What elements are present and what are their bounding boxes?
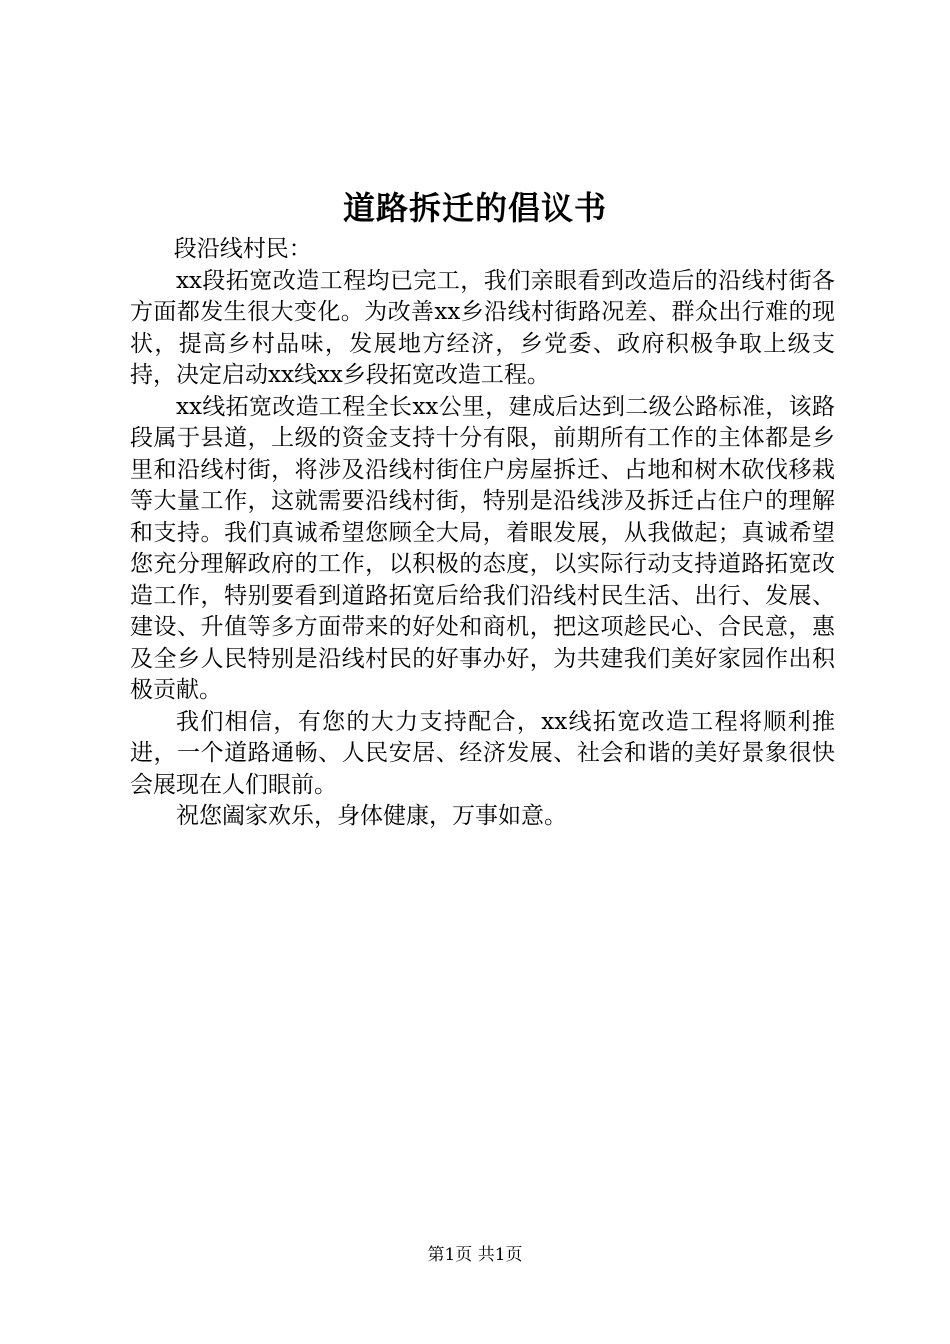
paragraph-3: 我们相信，有您的大力支持配合，xx线拓宽改造工程将顺利推进，一个道路通畅、人民安居、经济发展、社会和谐的美好景象很快会展现在人们眼前。: [130, 708, 835, 798]
document-body: [130, 234, 835, 833]
closing-wishes: 祝您阖家欢乐，身体健康，万事如意。: [176, 803, 567, 829]
paragraph-2: xx线拓宽改造工程全长xx公里，建成后达到二级公路标准，该路段属于县道，上级的资金支持十分有限，前期所有工作的主体都是乡里和沿线村街，将涉及沿线村街住户房屋拆迁、占地和树木砍伐移栽等大量工作，这就需要沿线村街，特别是沿线涉及拆迁占住户的理解和支持。我们真诚希望您顾全大局，着眼发展，从我做起；真诚希望您充分理解政府的工作，以积极的态度，以实际行动支持道路拓宽改造工作，特别要看到道路拓宽后给我们沿线村民生活、出行、发展、建设、升值等多方面带来的好处和商机，把这项趁民心、合民意，惠及全乡人民特别是沿线村民的好事办好，为共建我们美好家园作出积极贡献。: [130, 393, 835, 703]
salutation: 段沿线村民：: [173, 236, 312, 262]
paragraph-1: xx段拓宽改造工程均已完工，我们亲眼看到改造后的沿线村街各方面都发生很大变化。为改善xx乡沿线村街路况差、群众出行难的现状，提高乡村品味，发展地方经济，乡党委、政府积极争取上级支持，决定启动xx线xx乡段拓宽改造工程。: [130, 267, 835, 388]
document-title: 道路拆迁的倡议书: [342, 189, 607, 227]
page-number-footer: 第1页 共1页: [427, 1245, 523, 1265]
